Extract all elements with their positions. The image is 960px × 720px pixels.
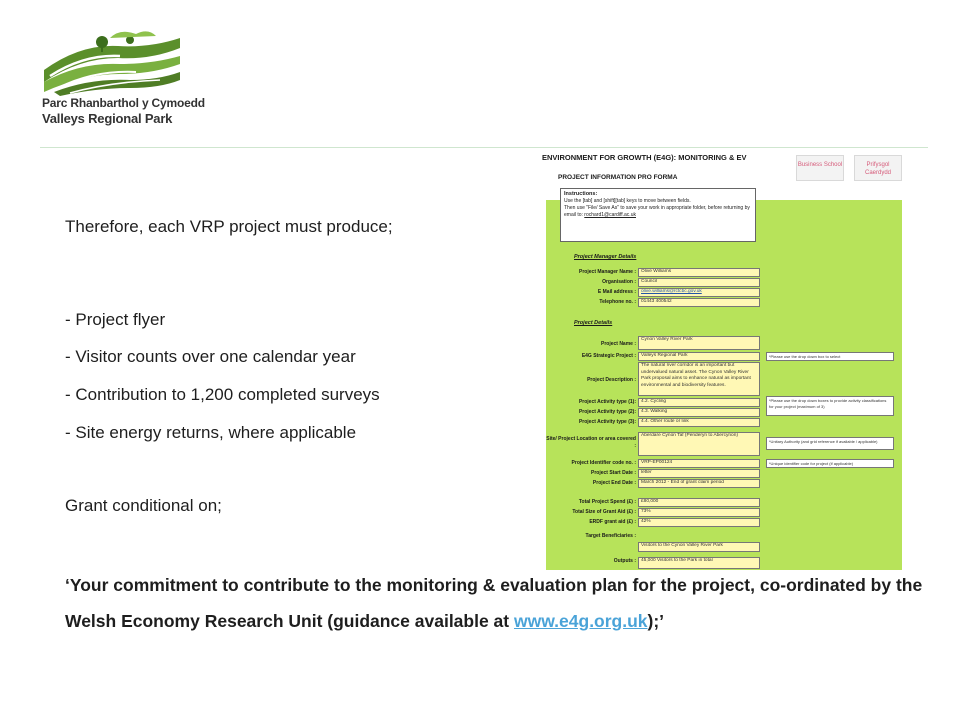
start-date-field: letter bbox=[638, 469, 760, 478]
business-school-logo: Business School bbox=[796, 155, 844, 181]
instructions-box bbox=[560, 188, 756, 242]
field-label: Project Activity type (2): bbox=[578, 409, 636, 415]
project-name-field: Cynon Valley River Park bbox=[638, 336, 760, 350]
erdf-grant-field: 42% bbox=[638, 518, 760, 527]
pro-forma-screenshot bbox=[538, 152, 904, 570]
quote-text: ‘Your commitment to contribute to the monitoring & evaluation plan for the project, co-ordinated by the Welsh Economy Research Unit (guidance available at bbox=[65, 575, 923, 631]
field-label: ERDF grant aid (£) : bbox=[589, 519, 636, 525]
manager-name-field: Olive Williams bbox=[638, 268, 760, 277]
commitment-quote bbox=[65, 567, 925, 639]
grant-aid-field: 73% bbox=[638, 508, 760, 517]
field-label: Telephone no. : bbox=[599, 299, 636, 305]
form-title: ENVIRONMENT FOR GROWTH (E4G): MONITORING & EV bbox=[542, 153, 747, 162]
cardiff-university-logo: Prifysgol Caerdydd bbox=[854, 155, 902, 181]
activity-type-note: *Please use the drop down boxes to provide activity classifications for your project (maximum of 3) bbox=[766, 396, 894, 416]
intro-text: Therefore, each VRP project must produce; bbox=[65, 217, 393, 236]
beneficiaries-field: Visitors to the Cynon Valley River Park bbox=[638, 542, 760, 552]
identifier-code-field: VRP-EP00124 bbox=[638, 459, 760, 468]
field-label: Site/ Project Location or area covered : bbox=[546, 436, 636, 449]
field-label: E Mail address : bbox=[597, 289, 636, 295]
end-date-field: March 2012 - End of grant claim period bbox=[638, 479, 760, 488]
field-label: Project Activity type (1): bbox=[578, 399, 636, 405]
bullet-visitor-counts: - Visitor counts over one calendar year bbox=[65, 347, 356, 366]
hills-logo-icon bbox=[40, 30, 190, 96]
manager-section-title: Project Manager Details bbox=[574, 254, 637, 260]
field-label: Project Name : bbox=[600, 341, 636, 347]
grant-condition-text: Grant conditional on; bbox=[65, 496, 222, 515]
instructions-line2: Then use "File/ Save As" to save your work in appropriate folder, before returning by email to: bbox=[564, 205, 750, 218]
outputs-field: 45,000 Visitors to the Park in total bbox=[638, 557, 760, 569]
total-spend-field: £80,000 bbox=[638, 498, 760, 507]
activity-type-1-field: 4.2. Cycling bbox=[638, 398, 760, 407]
organisation-field: Council bbox=[638, 278, 760, 287]
logo-welsh-name: Parc Rhanbarthol y Cymoedd bbox=[42, 96, 205, 110]
field-label: Organisation : bbox=[602, 279, 636, 285]
instructions-line1: Use the [tab] and [shift][tab] keys to move between fields. bbox=[564, 198, 691, 204]
form-subtitle: PROJECT INFORMATION PRO FORMA bbox=[558, 174, 678, 181]
identifier-note: *Unique identifier code for project (if applicable) bbox=[766, 459, 894, 468]
telephone-field: 01443 400542 bbox=[638, 298, 760, 307]
strategic-project-field: Valleys Regional Park bbox=[638, 352, 760, 361]
email-field: olive.williams@rctcbc.gov.uk bbox=[638, 288, 760, 297]
logo-english-name: Valleys Regional Park bbox=[42, 111, 173, 126]
park-logo bbox=[40, 30, 205, 130]
bullet-energy-returns: - Site energy returns, where applicable bbox=[65, 423, 357, 442]
instructions-email: rochard1@cardiff.ac.uk bbox=[584, 212, 636, 218]
bullet-project-flyer: - Project flyer bbox=[65, 310, 166, 329]
e4g-link[interactable]: www.e4g.org.uk bbox=[513, 611, 648, 631]
header-divider bbox=[40, 147, 928, 148]
field-label: Project End Date : bbox=[592, 480, 636, 486]
project-section-title: Project Details bbox=[574, 320, 613, 326]
strategic-project-note: *Please use the drop down box to select bbox=[766, 352, 894, 361]
site-location-field: Aberdare Cynon Taf (Penderyn to Abercynon) bbox=[638, 432, 760, 456]
field-label: Project Activity type (3): bbox=[578, 419, 636, 425]
location-note: *Unitary Authority (and grid reference if available / applicable) bbox=[766, 437, 894, 450]
project-description-field: The natural river corridor is an important but undervalued natural asset. The Cynon Valley River Park proposal aims to enhance natural as important environmental and biodiversity features. bbox=[638, 362, 760, 396]
bullet-surveys: - Contribution to 1,200 completed surveys bbox=[65, 385, 380, 404]
field-label: Total Project Spend (£) : bbox=[578, 499, 636, 505]
field-label: Project Identifier code no. : bbox=[571, 460, 636, 466]
field-label: Project Manager Name : bbox=[579, 269, 636, 275]
field-label: Target Beneficiaries : bbox=[585, 533, 636, 539]
field-label: Outputs : bbox=[613, 558, 636, 564]
activity-type-2-field: 4.3. Walking bbox=[638, 408, 760, 417]
quote-end: );’ bbox=[647, 611, 665, 631]
instructions-title: Instructions: bbox=[564, 191, 598, 197]
field-label: E4G Strategic Project : bbox=[581, 353, 636, 359]
field-label: Project Start Date : bbox=[590, 470, 636, 476]
activity-type-3-field: 4.4. Other route or link bbox=[638, 418, 760, 427]
field-label: Total Size of Grant Aid (£) : bbox=[572, 509, 636, 515]
field-label: Project Description : bbox=[587, 377, 636, 383]
